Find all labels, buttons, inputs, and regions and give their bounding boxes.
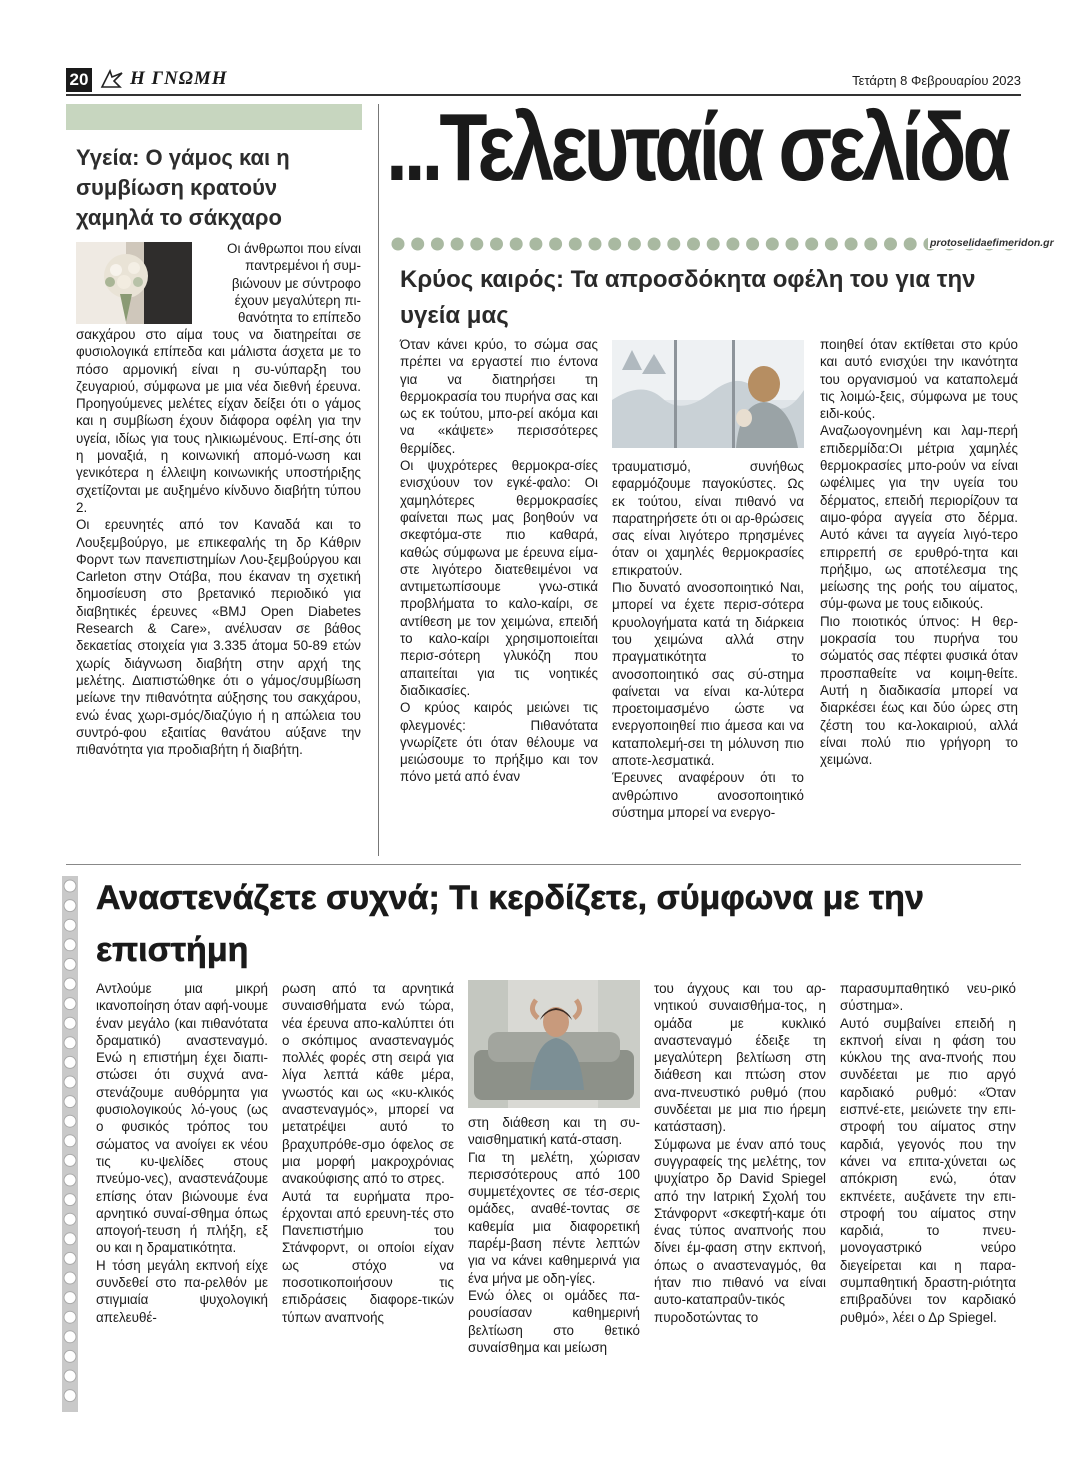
article3-photo [468, 980, 640, 1108]
woman-relaxing-on-sofa-icon [468, 980, 640, 1108]
band-dot [529, 238, 542, 251]
article2-col2 [612, 458, 804, 821]
article1-lead [196, 240, 361, 326]
newspaper-name: Η ΓΝΩΜΗ [130, 68, 228, 89]
paragraph: Για τη μελέτη, χώρισαν περισσότερους από 100 συμμετέχοντες σε τέσ-σερις ομάδες, αναθέ-τοντας σε καθεμία μια διαφορετική παρέμ-βαση πέντε λεπτών για να κάνει καθημερινά για ένα μήνα με οδη-γίες. [468, 1149, 640, 1286]
band-dot [490, 238, 503, 251]
band-dot [845, 238, 858, 251]
vertical-divider [378, 104, 379, 856]
side-dot [64, 978, 76, 990]
paragraph: Αντλούμε μια μικρή ικανοποίηση όταν αφή-νουμε έναν μεγάλο (και πιθανότατα δραματικό) αναστεναγμό. Ενώ η επιστήμη έχει διαπι-στώσει ότι συχνά ανα-στενάζουμε αυθόρμητα για φυσιολογικούς λό-γους (ως ο φυσικός τρόπος του σώματος να ανοίγει εκ νέου τις κυ-ψελίδες στους πνεύμο-νες), αναστενάζουμε επίσης όταν βιώνουμε ένα αρνητικό συναί-σθημα όπως απογοή-τευση ή πλήξη, εξ ου και η δραματικότητα. [96, 981, 268, 1256]
paragraph: Ενώ όλες οι ομάδες πα-ρουσίασαν καθημερινή βελτίωση στο θετικό συναίσθημα και μείωση [468, 1287, 640, 1355]
band-dot [667, 238, 680, 251]
band-dot [707, 238, 720, 251]
lead-line: Οι άνθρωποι που είναι [227, 241, 361, 256]
side-dot [64, 1037, 76, 1049]
band-dot [608, 238, 621, 251]
article3-col2 [282, 980, 454, 1326]
band-dot [648, 238, 661, 251]
side-dot [64, 1350, 76, 1362]
article3-title: Αναστενάζετε συχνά; Τι κερδίζετε, σύμφωνα με την επιστήμη [96, 879, 924, 969]
side-dot [64, 1272, 76, 1284]
side-dot [64, 1370, 76, 1382]
paragraph: Όταν κάνει κρύο, το σώμα σας πρέπει να εργαστεί πιο έντονα για να διατηρήσει τη θερμοκρασία του πυρήνα σας και ως εκ τούτου, μπο-ρεί ακόμα και να «κάψετε» περισσότερες θερμίδες. [400, 337, 598, 456]
article3-col4 [654, 980, 826, 1326]
paragraph: στη διάθεση και τη συ-ναισθηματική κατά-σταση. [468, 1115, 640, 1148]
article1-title: Υγεία: Ο γάμος και η συμβίωση κρατούν χαμηλά το σάκχαρο [76, 145, 290, 230]
side-dot [64, 958, 76, 970]
horizontal-divider [66, 864, 1021, 865]
band-dot [864, 238, 877, 251]
article3-col5 [840, 980, 1016, 1326]
article2-col1 [400, 336, 598, 786]
paragraph: Οι ψυχρότερες θερμοκρα-σίες ενισχύουν τον εγκέ-φαλο: Οι χαμηλότερες θερμοκρασίες φαίνεται πως μας βοηθούν να σκεφτόμα-στε πιο καθαρά, καθώς σύμφωνα με έρευνα είμα-στε λιγότερο διατεθειμένοι να αντιμετωπίσουμε γνω-στικά προβλήματα το καλο-καίρι, σε αντίθεση με τον χειμώνα, επειδή το καλο-καίρι χρησιμοποιείται περισ-σότερη γλυκόζη που απαιτείται για τις νοητικές διαδικασίες. [400, 458, 598, 698]
paragraph: τραυματισμό, συνήθως εφαρμόζουμε παγοκύστες. Ως εκ τούτου, είναι πιθανό να παρατηρήσετε ότι οι αρ-θρώσεις σας είναι λιγότερο πρησμένες όταν οι χαμηλές θερμοκρασίες επικρατούν. [612, 459, 804, 578]
side-dot [64, 880, 76, 892]
band-dot [904, 238, 917, 251]
watermark: protoselidaefimeridon.gr [930, 237, 1054, 249]
paragraph: Ο κρύος καιρός μειώνει τις φλεγμονές: Πιθανότατα γνωρίζετε ότι όταν θέλουμε να μειώσουμε το πρήξιμο και τον πόνο μετά από έναν [400, 700, 598, 785]
lead-line: παντρεμένοι ή συμ- [245, 258, 361, 274]
band-dot [825, 238, 838, 251]
band-dot [510, 238, 523, 251]
paragraph: Πιο ποιοτικός ύπνος: Η θερ-μοκρασία του πυρήνα του σώματός σας πέφτει φυσικά όταν προσπαθείτε να κοιμη-θείτε. Αυτή η διαδικασία μπορεί να διαρκέσει έως και δύο ώρες στη ζέστη του κα-λοκαιριού, αλλά είναι πολύ πιο γρήγορη το χειμώνα. [820, 613, 1018, 768]
band-dot [470, 238, 483, 251]
band-dot [805, 238, 818, 251]
paragraph: ρωση από τα αρνητικά συναισθήματα ενώ τώρα, νέα έρευνα απο-καλύπτει ότι ο σκόπιμος αναστεναγμός πολλές φορές στη σειρά για λίγα λεπτά κάθε μέρα, γνωστός και ως «κυ-κλικός αναστεναγμός», μπορεί να μετατρέψει αυτό το βραχυπρόθε-σμο όφελος σε μια μορφή μακροχρόνιας ανακούφισης από το στρες. [282, 981, 454, 1187]
band-dot [549, 238, 562, 251]
band-dot [451, 238, 464, 251]
paragraph: Έρευνες αναφέρουν ότι το ανθρώπινο ανοσοποιητικό σύστημα μπορεί να ενεργο- [612, 770, 804, 820]
side-dot [64, 900, 76, 912]
side-dot [64, 1311, 76, 1323]
paragraph: Σύμφωνα με έναν από τους συγγραφείς της μελέτης, τον ψυχίατρο δρ David Spiegel από την Ιατρική Σχολή του Στάνφορντ «σκεφτή-καμε ότι ένας τύπος αναπνοής που δίνει έμ-φαση στην εκπνοή, όπως ο αναστεναγμός, θα ήταν πιο πιθανό να είναι αυτο-καταπραΰν-τικός πυροδοτώντας το [654, 1136, 826, 1325]
paragraph: ποιηθεί όταν εκτίθεται στο κρύο και αυτό ενισχύει την ικανότητα του οργανισμού να καταπολεμά τις λοιμώ-ξεις, σύμφωνα με τους ειδι-κούς. [820, 337, 1018, 422]
band-dot [746, 238, 759, 251]
side-dot [64, 1292, 76, 1304]
article2-col3 [820, 336, 1018, 768]
article2-photo [612, 340, 804, 448]
section-title: ...Τελευταία σελίδα [386, 94, 1007, 201]
band-dot [726, 238, 739, 251]
band-dot [628, 238, 641, 251]
paragraph: Αυτά τα ευρήματα προ-έρχονται από ερευνη-τές στο Πανεπιστήμιο του Στάνφορντ, οι οποίοι είχαν ως στόχο να ποσοτικοποιήσουν τις επιδράσεις διαφορε-τικών τύπων αναπνοής [282, 1188, 454, 1325]
band-dot [884, 238, 897, 251]
wedding-bouquet-icon [76, 242, 192, 324]
side-dot [64, 1390, 76, 1402]
side-dot [64, 1056, 76, 1068]
side-dot [64, 1135, 76, 1147]
band-dot [687, 238, 700, 251]
band-dot [569, 238, 582, 251]
side-dot [64, 1213, 76, 1225]
paragraph: του άγχους και του αρ-νητικού συναισθήμα-τος, η ομάδα με κυκλικό αναστεναγμό έδειξε τη μεγαλύτερη βελτίωση στη διάθεση και πτώση στον ανα-πνευστικό ρυθμό (που συνδέεται με μια πιο ήρεμη κατάσταση). [654, 981, 826, 1135]
side-dots [62, 876, 78, 1412]
article3-col1 [96, 980, 268, 1326]
band-dot [431, 238, 444, 251]
side-dot [64, 919, 76, 931]
paragraph: σακχάρου στο αίμα τους να διατηρείται σε φυσιολογικά επίπεδα και μάλιστα άσχετα με το πόσο αρμονική είναι η συ-νύπαρξη του ζευγαριού, σύμφωνα με μια νέα διεθνή έρευνα. Προηγούμενες μελέτες είχαν δείξει ότι ο γάμος και η συμβίωση έχουν διάφορα οφέλη για την υγεία, ιδίως για τους ηλικιωμένους. Επί-σης ότι η μοναξιά, η κοινωνική απομό-νωση και γενικότερα η έλλειψη κοινωνικής υποστήριξης σχετίζονται με αυξημένο κίνδυνο διαβήτη τύπου 2. [76, 327, 361, 515]
article1-body [76, 326, 361, 758]
paragraph: παρασυμπαθητικό νευ-ρικό σύστημα». [840, 981, 1016, 1014]
side-dot [64, 1096, 76, 1108]
newspaper-logo-icon [98, 67, 126, 91]
article3-col3 [468, 1114, 640, 1356]
side-dot [64, 1174, 76, 1186]
side-dot [64, 1233, 76, 1245]
lead-line: θανότητα το επίπεδο [238, 310, 361, 326]
band-dot [589, 238, 602, 251]
band-dot [411, 238, 424, 251]
page-number: 20 [69, 70, 89, 89]
paragraph: Οι ερευνητές από τον Καναδά και το Λουξεμβούργο, με επικεφαλής τη δρ Κάθριν Φορντ των πανεπιστημίων Λου-ξεμβούργου και Carleton στην Οτάβα, που έκαναν τη σχετική δημοσίευση στο βρετανικό περιοδικό για διαβητικές έρευνες «BMJ Open Diabetes Research & Care», ανέλυσαν σε βάθος δεκαετίας στοιχεία για 3.335 άτομα 50-89 ετών χωρίς διάγνωση διαβήτη στην αρχή της μελέτης. Διαπιστώθηκε ότι ο γάμος/συμβίωση μείωνε την πιθανότητα αύξησης του σακχάρου, ενώ ένας χωρι-σμός/διαζύγιο ή η απώλεια του συντρό-φου εξαιτίας θανάτου αύξανε την πιθανότητα για προδιαβήτη ή διαβήτη. [76, 517, 361, 758]
lead-line: βιώνουν με σύντροφο [231, 275, 361, 291]
band-dot [766, 238, 779, 251]
paragraph: Πιο δυνατό ανοσοποιητικό Ναι, μπορεί να έχετε περισ-σότερα κρυολογήματα κατά τη διάρκεια του χειμώνα αλλά στην πραγματικότητα το ανοσοποιητικό σας σύ-στημα φαίνεται να είναι κα-λύτερα προετοιμασμένο ώστε να ενεργοποιηθεί πιο άμεσα και να καταπολεμή-σει τη μόλυνση πιο αποτε-λεσματικά. [612, 580, 804, 769]
band-dot [392, 238, 405, 251]
side-dot [64, 1017, 76, 1029]
band-dot [786, 238, 799, 251]
issue-date: Τετάρτη 8 Φεβρουαρίου 2023 [852, 73, 1021, 88]
paragraph: Αυτό συμβαίνει επειδή η εκπνοή είναι η φάση του κύκλου της ανα-πνοής που συνδέεται με πιο αργό καρδιακό ρυθμό: «Όταν εισπνέ-ετε, μειώνετε την επι-στροφή του αίματος στην καρδιά, γεγονός που την κάνει να επιτα-χύνεται ως απόκριση ενώ, όταν εκπνέετε, αυξάνετε την επι-στροφή του αίματος στην καρδιά, το πνευ-μονογαστρικό νεύρο διεγείρεται και η παρα-συμπαθητική δραστη-ριότητα επιβραδύνει τον καρδιακό ρυθμό», λέει ο Δρ Spiegel. [840, 1015, 1016, 1325]
side-dot [64, 1331, 76, 1343]
lead-line: έχουν μεγαλύτερη πι- [234, 292, 361, 308]
decorative-side-dots [62, 876, 78, 1412]
paragraph: Αναζωογονημένη και λαμ-περή επιδερμίδα:Οι μέτρια χαμηλές θερμοκρασίες μπο-ρούν να είναι ωφέλιμες για την υγεία του δέρματος, επειδή περιορίζουν τα αιμο-φόρα αγγεία στο δέρμα. Αυτό κάνει τα αγγεία λιγό-τερο επιρρεπή σε ερυθρό-τητα και πρήξιμο, ως αποτέλεσμα της μείωσης της ροής του αίματος, σύμ-φωνα με τους ειδικούς. [820, 423, 1018, 612]
article1-title-bar [66, 104, 362, 130]
article1-photo [76, 242, 192, 324]
woman-at-snowy-window-icon [612, 340, 804, 448]
side-dot [64, 1076, 76, 1088]
article2-title: Κρύος καιρός: Τα απροσδόκητα οφέλη του για την υγεία μας [400, 266, 976, 329]
side-dot [64, 939, 76, 951]
side-dot [64, 1194, 76, 1206]
side-dot [64, 998, 76, 1010]
side-dot [64, 1115, 76, 1127]
side-dot [64, 1154, 76, 1166]
paragraph: Η τόση μεγάλη εκπνοή είχε συνδεθεί στο πα-ρελθόν με στιγμιαία ψυχολογική απελευθέ- [96, 1257, 268, 1325]
side-dot [64, 1252, 76, 1264]
